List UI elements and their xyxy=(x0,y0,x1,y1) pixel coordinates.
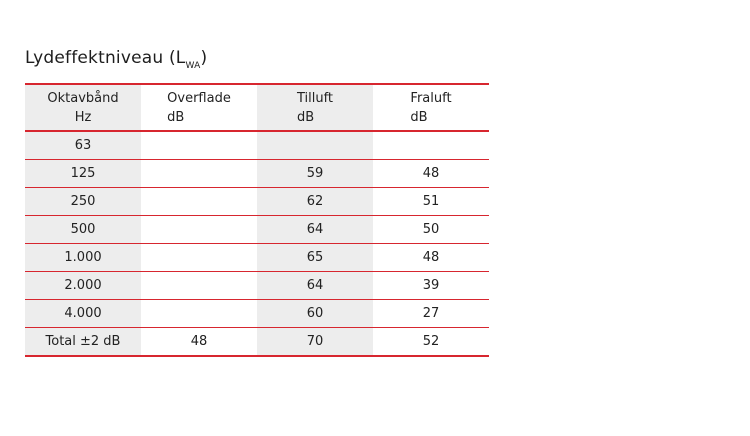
table-row xyxy=(25,272,489,300)
cell-octave: 63 xyxy=(25,131,141,160)
cell-surface xyxy=(141,300,257,328)
table-title xyxy=(25,48,208,71)
header-octave-label: Oktavbånd xyxy=(47,90,119,106)
cell-exhaust: 50 xyxy=(373,216,489,244)
cell-total-surface: 48 xyxy=(141,328,257,357)
cell-total-exhaust: 52 xyxy=(373,328,489,357)
table-row xyxy=(25,244,489,272)
cell-supply: 65 xyxy=(257,244,373,272)
total-row xyxy=(25,328,489,357)
header-supply-label: Tilluft xyxy=(296,90,334,106)
header-octave xyxy=(25,85,141,131)
cell-supply: 60 xyxy=(257,300,373,328)
cell-total-supply: 70 xyxy=(257,328,373,357)
table-row xyxy=(25,131,489,160)
header-supply-unit: dB xyxy=(296,109,315,125)
header-surface xyxy=(141,85,257,131)
cell-surface xyxy=(141,160,257,188)
header-exhaust xyxy=(373,85,489,131)
cell-exhaust: 39 xyxy=(373,272,489,300)
cell-octave: 4.000 xyxy=(25,300,141,328)
header-exhaust-unit: dB xyxy=(410,109,428,125)
title-close: ) xyxy=(200,48,208,68)
cell-octave: 125 xyxy=(25,160,141,188)
cell-supply: 64 xyxy=(257,216,373,244)
cell-supply xyxy=(257,131,373,160)
header-supply xyxy=(257,85,373,131)
cell-surface xyxy=(141,188,257,216)
sound-power-table xyxy=(25,83,489,357)
table-row xyxy=(25,188,489,216)
title-text: Lydeffektniveau (L xyxy=(25,48,186,68)
table-row xyxy=(25,216,489,244)
cell-exhaust xyxy=(373,131,489,160)
header-exhaust-label: Fraluft xyxy=(410,90,452,106)
cell-octave: 2.000 xyxy=(25,272,141,300)
title-subscript: WA xyxy=(185,61,201,71)
cell-surface xyxy=(141,216,257,244)
header-surface-unit: dB xyxy=(167,109,185,125)
cell-supply: 59 xyxy=(257,160,373,188)
table-row xyxy=(25,300,489,328)
cell-octave: 1.000 xyxy=(25,244,141,272)
header-row xyxy=(25,85,489,131)
cell-supply: 62 xyxy=(257,188,373,216)
cell-exhaust: 51 xyxy=(373,188,489,216)
cell-supply: 64 xyxy=(257,272,373,300)
table-row xyxy=(25,160,489,188)
cell-exhaust: 48 xyxy=(373,244,489,272)
cell-surface xyxy=(141,131,257,160)
cell-exhaust: 48 xyxy=(373,160,489,188)
header-surface-label: Overflade xyxy=(167,90,231,106)
cell-surface xyxy=(141,272,257,300)
cell-octave: 250 xyxy=(25,188,141,216)
cell-octave: 500 xyxy=(25,216,141,244)
header-octave-unit: Hz xyxy=(74,109,92,125)
cell-exhaust: 27 xyxy=(373,300,489,328)
cell-surface xyxy=(141,244,257,272)
cell-total-label: Total ±2 dB xyxy=(25,328,141,357)
